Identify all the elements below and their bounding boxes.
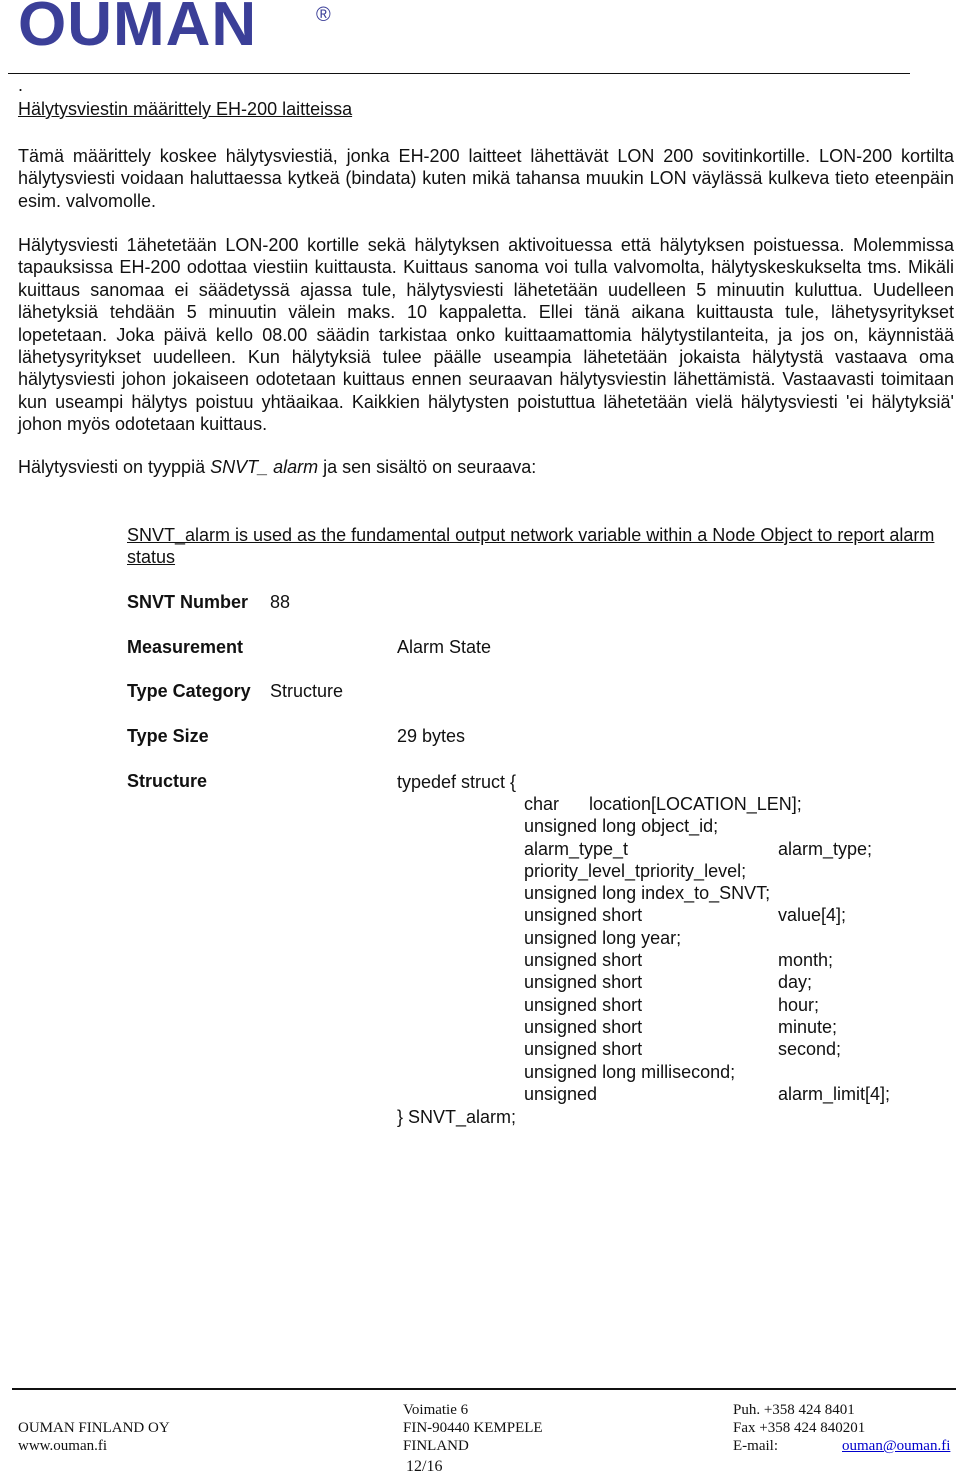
- footer-email-label: E-mail:: [733, 1438, 778, 1454]
- field-type: char: [524, 794, 560, 814]
- field-name: second;: [778, 1039, 842, 1060]
- field-name: alarm_type;: [778, 838, 873, 859]
- header-rule: [18, 73, 910, 74]
- header-rule-left: [8, 73, 18, 74]
- company-logo: OUMAN: [18, 0, 258, 59]
- field-type: unsigned short: [524, 1039, 643, 1060]
- footer-address-city: FIN-90440 KEMPELE: [403, 1420, 543, 1436]
- field-type: unsigned long year;: [524, 927, 682, 948]
- footer-address-country: FINLAND: [403, 1438, 469, 1454]
- struct-field: [524, 1016, 944, 1038]
- type-size-value: 29 bytes: [397, 726, 466, 746]
- struct-field: [524, 994, 944, 1016]
- footer-website: www.ouman.fi: [18, 1438, 108, 1454]
- structure-label: Structure: [127, 771, 208, 791]
- field-type: unsigned short: [524, 905, 643, 926]
- struct-field: [524, 815, 944, 837]
- footer-email-link[interactable]: ouman@ouman.fi: [842, 1438, 951, 1454]
- struct-field: [524, 927, 944, 949]
- paragraph-intro: Tämä määrittely koskee hälytysviestiä, jonka EH-200 laitteet lähettävät LON 200 sovitinkortille. LON-200 kortilta hälytysviesti voidaan haluttaessa kytkeä (bindata) kuten mikä tahansa muukin LON väylässä kulkeva tieto eteenpäin esim. valvomolle.: [18, 146, 954, 211]
- footer-fax: Fax +358 424 840201: [733, 1420, 866, 1436]
- field-type: unsigned long object_id;: [524, 816, 719, 837]
- type-intro-suffix: ja sen sisältö on seuraava:: [318, 457, 537, 477]
- paragraph-behaviour: Hälytysviesti 1ähetetään LON-200 kortille sekä hälytyksen aktivoituessa että hälytyksen poistuessa. Molemmissa tapauksissa EH-200 odottaa viestiin kuittausta. Kuittaus sanoma voi tulla valvomolta, hälytyskeskukselta tms. Mikäli kuittaus sanomaa ei säädetyssä ajassa tule, hälytysviesti lähetetään uudelleen 5 minuutin kuluttua. Uudelleen lähetyksiä tehdään 5 minuutin välein maks. 10 kappaletta. Ellei tänä aikana kuittausta tule, lähetysyritykset lopetetaan. Joka päivä kello 08.00 säädin tarkistaa onko kuittaamattomia hälytystilanteita, ja jos on, käynnistää lähetysyritykset uudelleen. Kun hälytyksiä tulee päälle useampia lähetetään jokaista hälytystä vastaava oma hälytysviesti johon jokaiseen odotetaan kuittaus ennen seuraavan hälytysviestin lähettämistä. Vastaavasti toimitaan kun useampi hälytys poistuu yhtäaikaa. Kaikkien hälytysten poistuttua lähetetään vielä hälytysviesti 'ei hälytyksiä' johon myös odotetaan kuittaus.: [18, 235, 954, 435]
- struct-field: [524, 904, 944, 926]
- struct-field: [524, 793, 944, 815]
- snvt-number-value: 88: [270, 592, 291, 612]
- field-type: unsigned long millisecond;: [524, 1061, 736, 1082]
- paragraph-type: [18, 456, 954, 478]
- field-name: day;: [778, 972, 813, 993]
- field-name: hour;: [778, 994, 820, 1015]
- field-name: alarm_limit[4];: [778, 1083, 891, 1104]
- type-size-label: Type Size: [127, 726, 209, 746]
- footer-address-street: Voimatie 6: [403, 1402, 469, 1418]
- measurement-value: Alarm State: [397, 637, 492, 657]
- type-intro-prefix: Hälytysviesti on tyyppiä: [18, 457, 211, 477]
- page-number: 12/16: [406, 1458, 443, 1475]
- type-intro-type: SNVT_ alarm: [210, 457, 319, 477]
- type-category-value: Structure: [270, 681, 344, 701]
- field-type: unsigned long index_to_SNVT;: [524, 883, 771, 904]
- struct-fields: [524, 793, 944, 1105]
- struct-field: [524, 949, 944, 971]
- field-name: location[LOCATION_LEN];: [589, 794, 802, 814]
- field-type: alarm_type_t: [524, 838, 629, 859]
- field-type: unsigned: [524, 1083, 598, 1104]
- footer-phone: Puh. +358 424 8401: [733, 1402, 855, 1418]
- struct-field: [524, 1061, 944, 1083]
- measurement-label: Measurement: [127, 637, 244, 657]
- field-type: priority_level_tpriority_level;: [524, 860, 747, 881]
- footer-company: OUMAN FINLAND OY: [18, 1420, 170, 1436]
- struct-field: [524, 838, 944, 860]
- struct-open: typedef struct {: [397, 772, 517, 792]
- type-category-label: Type Category: [127, 681, 251, 701]
- registered-mark: ®: [316, 4, 331, 26]
- field-name: month;: [778, 950, 834, 971]
- field-type: unsigned short: [524, 1016, 643, 1037]
- header-dot: .: [18, 75, 24, 95]
- field-name: minute;: [778, 1016, 838, 1037]
- struct-close: } SNVT_alarm;: [397, 1107, 517, 1127]
- snvt-number-label: SNVT Number: [127, 592, 249, 612]
- field-type: unsigned short: [524, 972, 643, 993]
- struct-field: [524, 1083, 944, 1105]
- struct-field: [524, 971, 944, 993]
- field-name: value[4];: [778, 905, 847, 926]
- struct-field: [524, 860, 944, 882]
- struct-field: [524, 1038, 944, 1060]
- snvt-description: SNVT_alarm is used as the fundamental output network variable within a Node Object to report alarm status: [127, 525, 935, 568]
- section-title: Hälytysviestin määrittely EH-200 laitteissa: [18, 99, 353, 119]
- footer-rule: [12, 1388, 956, 1390]
- field-type: unsigned short: [524, 950, 643, 971]
- struct-field: [524, 882, 944, 904]
- field-type: unsigned short: [524, 994, 643, 1015]
